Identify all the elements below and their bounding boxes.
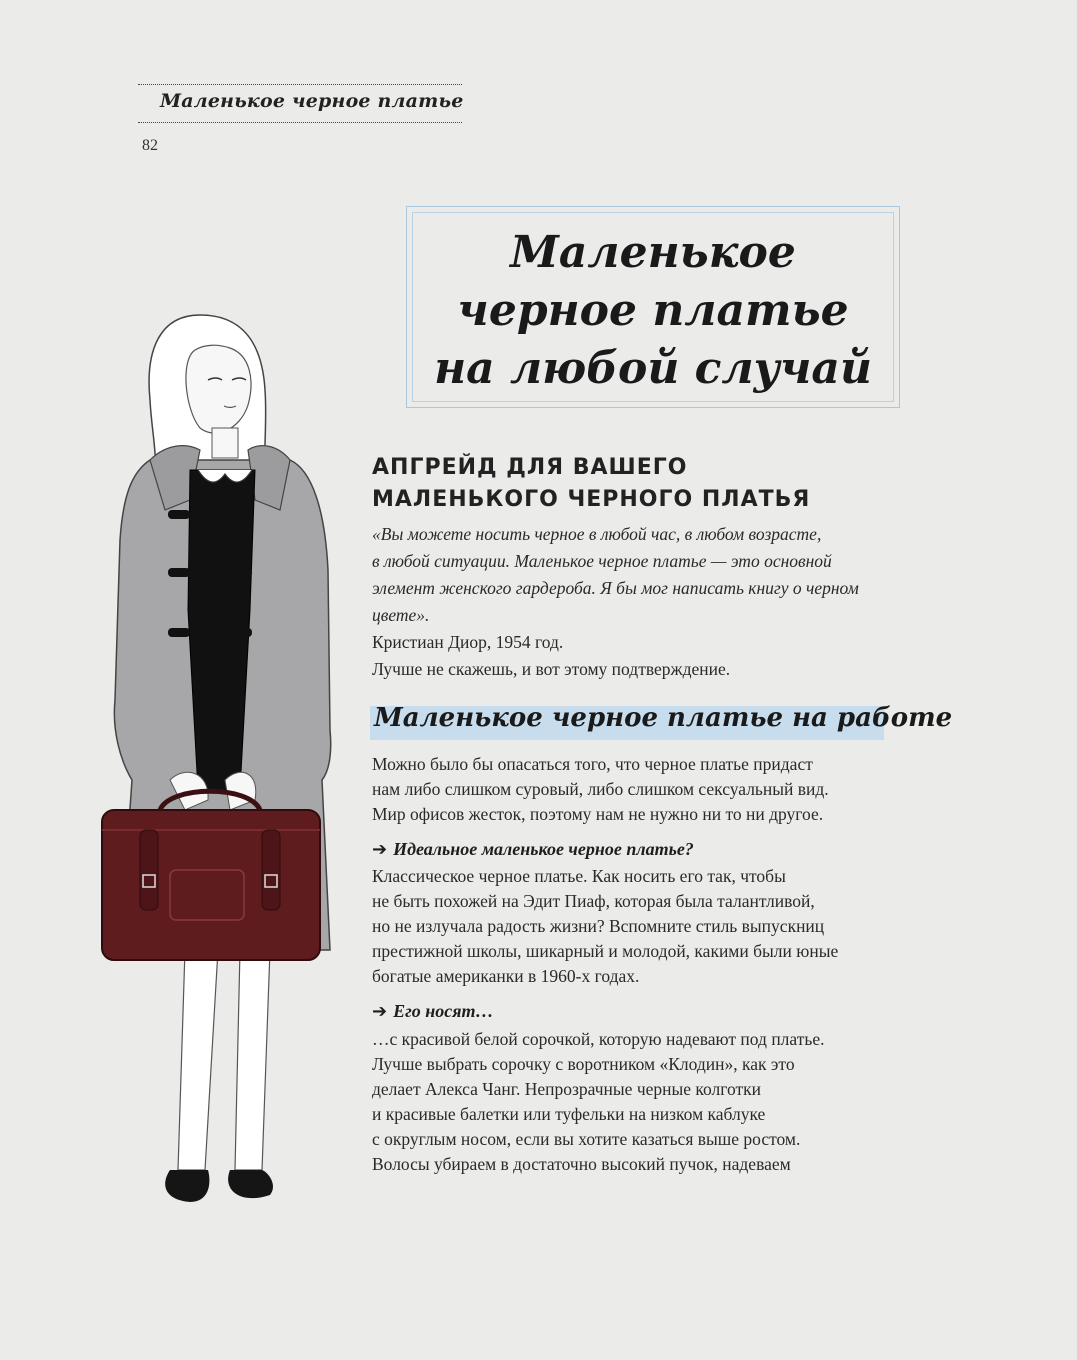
- q2-lead-text: Его носят…: [393, 1001, 494, 1021]
- page-number: 82: [142, 137, 158, 154]
- quote-line: цвете».: [372, 605, 430, 625]
- section-heading-line-1: АПГРЕЙД ДЛЯ ВАШЕГО: [372, 455, 688, 480]
- arrow-right-icon: ➔: [372, 839, 388, 860]
- paragraph-line: нам либо слишком суровый, либо слишком сексуальный вид.: [372, 779, 829, 799]
- chapter-title-line-3: на любой случай: [434, 343, 872, 394]
- paragraph-line: делает Алекса Чанг. Непрозрачные черные колготки: [372, 1079, 762, 1099]
- dior-quote: [372, 521, 972, 629]
- q1-paragraph: [372, 864, 972, 989]
- q2-lead: [372, 1001, 494, 1022]
- paragraph-line: престижной школы, шикарный и молодой, какими были юные: [372, 941, 839, 961]
- q1-lead: [372, 839, 694, 860]
- satchel-bag: [102, 791, 320, 960]
- q2-paragraph: [372, 1027, 972, 1177]
- chapter-title-line-2: черное платье: [457, 285, 849, 336]
- paragraph-line: богатые американки в 1960-х годах.: [372, 966, 640, 986]
- subsection-title: Маленькое черное платье на работе: [374, 703, 953, 733]
- chapter-title-box: [406, 206, 900, 408]
- quote-closing: Лучше не скажешь, и вот этому подтверждение.: [372, 659, 731, 679]
- paragraph-line: с округлым носом, если вы хотите казаться выше ростом.: [372, 1129, 801, 1149]
- running-title: Маленькое черное платье: [160, 90, 464, 112]
- header-rule-bottom: [138, 122, 462, 123]
- chapter-title-line-1: Маленькое: [510, 227, 796, 278]
- q1-lead-text: Идеальное маленькое черное платье?: [393, 839, 694, 859]
- paragraph-line: Волосы убираем в достаточно высокий пучок, надеваем: [372, 1154, 791, 1174]
- legs: [178, 950, 218, 1170]
- quote-line: «Вы можете носить черное в любой час, в любом возрасте,: [372, 524, 822, 544]
- paragraph-line: и красивые балетки или туфельки на низком каблуке: [372, 1104, 766, 1124]
- paragraph-line: Лучше выбрать сорочку с воротником «Клодин», как это: [372, 1054, 795, 1074]
- quote-line: элемент женского гардероба. Я бы мог написать книгу о черном: [372, 578, 859, 598]
- quote-attribution: Кристиан Диор, 1954 год.: [372, 632, 564, 652]
- paragraph-line: Классическое черное платье. Как носить его так, чтобы: [372, 866, 786, 886]
- quote-line: в любой ситуации. Маленькое черное платье — это основной: [372, 551, 832, 571]
- arrow-right-icon: ➔: [372, 1001, 388, 1022]
- intro-paragraph: [372, 752, 972, 827]
- paragraph-line: не быть похожей на Эдит Пиаф, которая была талантливой,: [372, 891, 815, 911]
- section-heading: [372, 452, 810, 516]
- section-heading-line-2: МАЛЕНЬКОГО ЧЕРНОГО ПЛАТЬЯ: [372, 487, 811, 512]
- paragraph-line: …с красивой белой сорочкой, которую надевают под платье.: [372, 1029, 825, 1049]
- woman-in-duffle-coat-illustration: [90, 310, 350, 1230]
- header-rule-top: [138, 84, 462, 85]
- paragraph-line: Можно было бы опасаться того, что черное платье придаст: [372, 754, 813, 774]
- paragraph-line: но не излучала радость жизни? Вспомните стиль выпускниц: [372, 916, 825, 936]
- paragraph-line: Мир офисов жесток, поэтому нам не нужно ни то ни другое.: [372, 804, 824, 824]
- shoes: [165, 1170, 209, 1202]
